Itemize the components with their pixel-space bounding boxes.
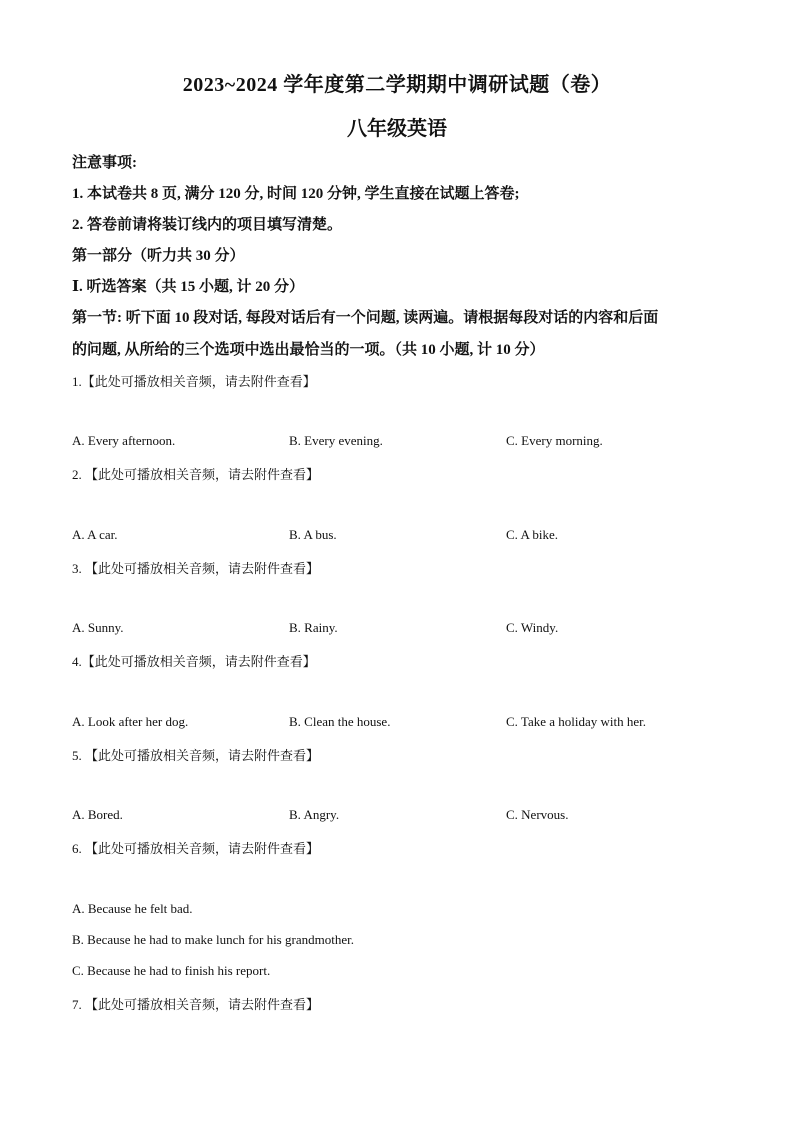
question-7-stem: 7. 【此处可播放相关音频，请去附件查看】 [72,997,320,1012]
exam-title: 2023~2024 学年度第二学期期中调研试题（卷） [182,74,612,96]
question-6-option-c: C. Because he had to finish his report. [72,963,271,978]
question-5-stem: 5. 【此处可播放相关音频，请去附件查看】 [72,748,320,763]
question-4-option-b: B. Clean the house. [289,714,391,729]
question-5-option-b: B. Angry. [289,807,340,822]
question-6-option-a: A. Because he felt bad. [72,901,193,916]
instruction-line-1: 第一节: 听下面 10 段对话, 每段对话后有一个问题, 读两遍。请根据每段对话的内容和后面 [72,310,659,326]
instruction-line-2: 的问题, 从所给的三个选项中选出最恰当的一项。（共 10 小题, 计 10 分） [72,342,545,358]
notes-heading: 注意事项: [72,155,137,171]
question-1-option-a: A. Every afternoon. [72,433,176,448]
question-3-option-b: B. Rainy. [289,620,338,635]
question-6-option-b: B. Because he had to make lunch for his grandmother. [72,932,354,947]
question-2-option-c: C. A bike. [506,527,559,542]
question-5-option-c: C. Nervous. [506,807,569,822]
question-1-option-b: B. Every evening. [289,433,383,448]
question-2-option-a: A. A car. [72,527,118,542]
question-4-option-c: C. Take a holiday with her. [506,714,647,729]
question-4-stem: 4.【此处可播放相关音频，请去附件查看】 [72,654,316,669]
question-4-option-a: A. Look after her dog. [72,714,189,729]
part1-title: 第一部分（听力共 30 分） [72,248,245,264]
question-1-option-c: C. Every morning. [506,433,603,448]
question-3-option-c: C. Windy. [506,620,559,635]
question-2-stem: 2. 【此处可播放相关音频，请去附件查看】 [72,467,320,482]
exam-subtitle: 八年级英语 [347,118,447,140]
question-5-option-a: A. Bored. [72,807,123,822]
notes-item-1: 1. 本试卷共 8 页, 满分 120 分, 时间 120 分钟, 学生直接在试题上答卷; [72,186,520,202]
question-3-stem: 3. 【此处可播放相关音频，请去附件查看】 [72,561,320,576]
question-6-stem: 6. 【此处可播放相关音频，请去附件查看】 [72,841,320,856]
question-2-option-b: B. A bus. [289,527,337,542]
question-3-option-a: A. Sunny. [72,620,124,635]
notes-item-2: 2. 答卷前请将装订线内的项目填写清楚。 [72,217,343,233]
section-title: Ⅰ. 听选答案（共 15 小题, 计 20 分） [72,279,305,295]
question-1-stem: 1.【此处可播放相关音频，请去附件查看】 [72,374,316,389]
